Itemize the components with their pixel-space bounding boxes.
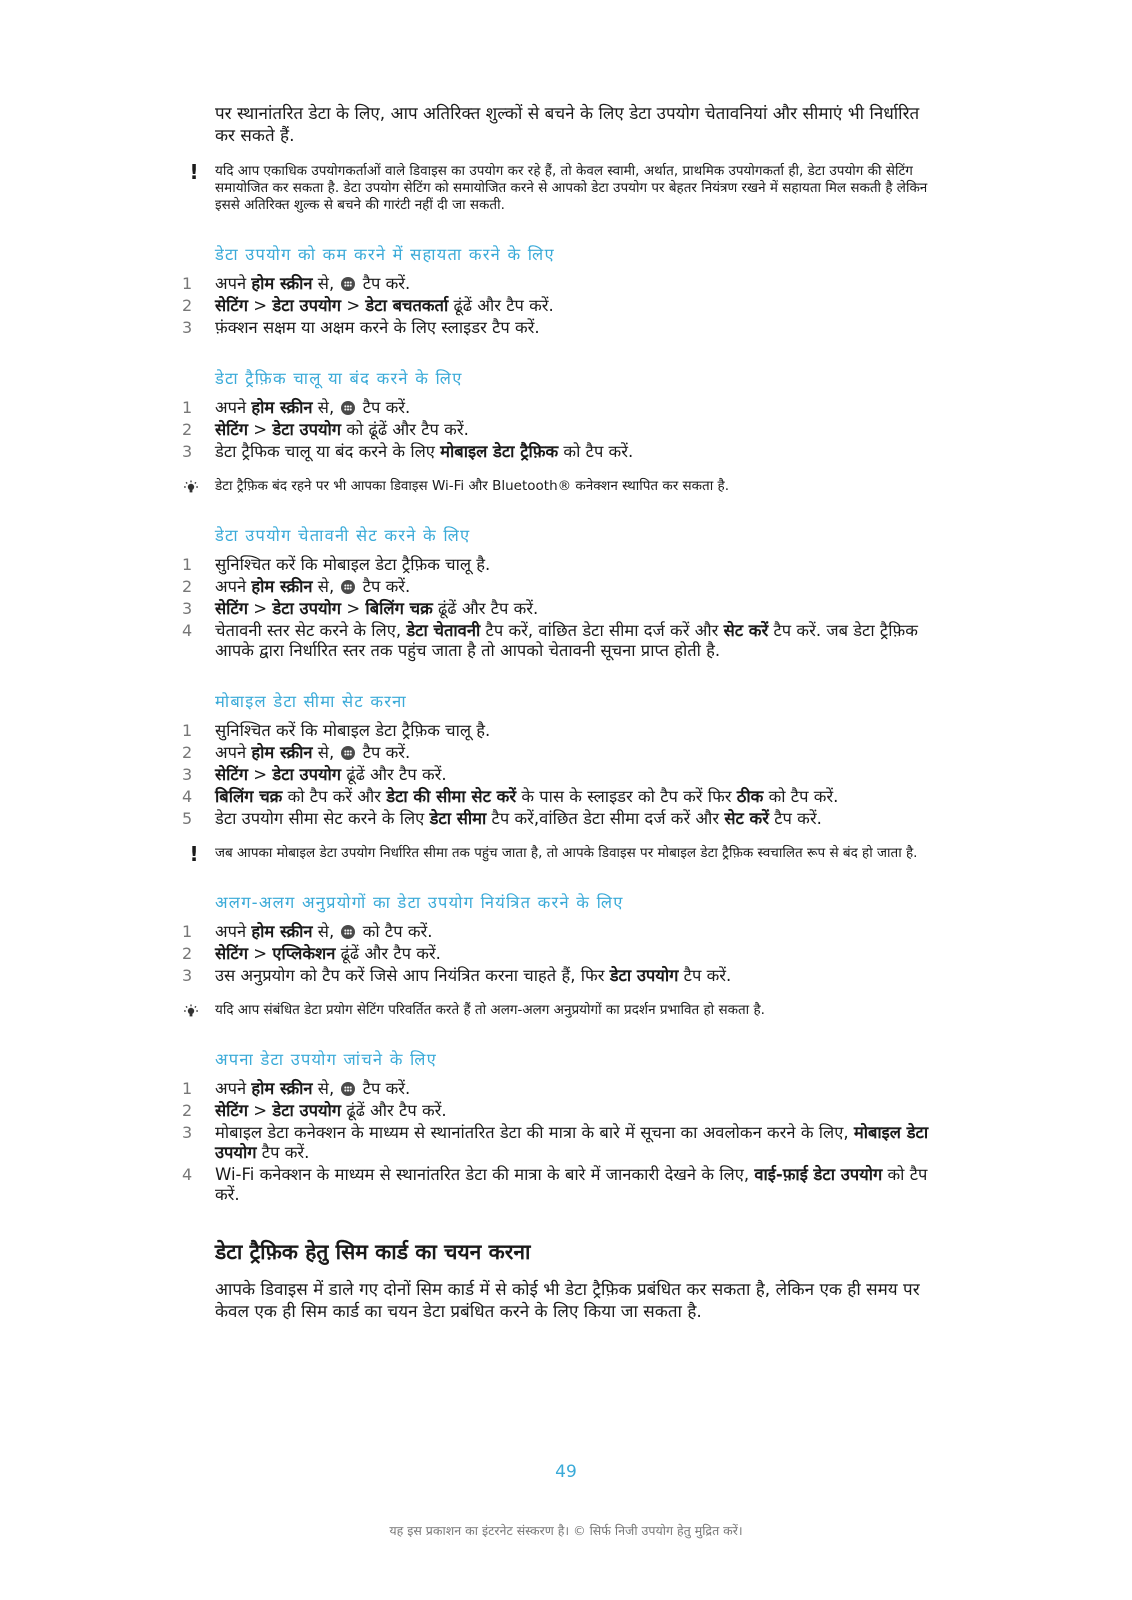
list-item: 2 सेटिंग > डेटा उपयोग को ढूंढें और टैप करें. (182, 420, 469, 439)
section-title-reduce-data: डेटा उपयोग को कम करने में सहायता करने के लिए (215, 245, 555, 264)
tip-text: यदि आप संबंधित डेटा प्रयोग सेटिंग परिवर्तित करते हैं तो अलग-अलग अनुप्रयोगों का प्रदर्शन प्रभावित हो सकता है. (215, 1002, 765, 1018)
list-item: 2 सेटिंग > डेटा उपयोग > डेटा बचतकर्ता ढूंढें और टैप करें. (182, 296, 554, 315)
steps-data-limit (182, 721, 935, 829)
section-heading: डेटा ट्रैफ़िक हेतु सिम कार्ड का चयन करना (215, 1240, 531, 1264)
list-item: 4 चेतावनी स्तर सेट करने के लिए, डेटा चेतावनी टैप करें, वांछित डेटा सीमा दर्ज करें और सेट करें टैप करें. जब डेटा ट्रैफ़िक आपके द्वारा निर्धारित स्तर तक पहुंच जाता है तो आपको चेतावनी सूचना प्राप्त होती है. (182, 621, 918, 660)
note-text: यदि आप एकाधिक उपयोगकर्ताओं वाले डिवाइस का उपयोग कर रहे हैं, तो केवल स्वामी, अर्थात, प्राथमिक उपयोगकर्ता ही, डेटा उपयोग की सेटिंग समायोजित कर सकता है. डेटा उपयोग सेटिंग को समायोजित करने से आपको डेटा उपयोग पर बेहतर नियंत्रण रखने में सहायता मिल सकती है लेकिन इससे अतिरिक्त शुल्क से बचने की गारंटी नहीं दी जा सकती. (215, 163, 928, 213)
section-title-data-limit: मोबाइल डेटा सीमा सेट करना (215, 692, 407, 711)
list-item: 3 फ़ंक्शन सक्षम या अक्षम करने के लिए स्लाइडर टैप करें. (182, 318, 540, 337)
list-item: 1 सुनिश्चित करें कि मोबाइल डेटा ट्रैफ़िक चालू है. (182, 721, 491, 740)
list-item: 3 उस अनुप्रयोग को टैप करें जिसे आप नियंत्रित करना चाहते हैं, फिर डेटा उपयोग टैप करें. (182, 966, 732, 985)
page-number: 49 (555, 1462, 577, 1482)
important-note (189, 842, 935, 866)
steps-reduce-data (182, 274, 935, 338)
list-item: 2 अपने होम स्क्रीन से, टैप करें. (182, 577, 411, 596)
apps-icon (341, 580, 355, 594)
note-text: जब आपका मोबाइल डेटा उपयोग निर्धारित सीमा तक पहुंच जाता है, तो आपके डिवाइस पर मोबाइल डेटा ट्रैफ़िक स्वचालित रूप से बंद हो जाता है. (215, 845, 918, 861)
list-item: 4 बिलिंग चक्र को टैप करें और डेटा की सीमा सेट करें के पास के स्लाइडर को टैप करें फिर ठीक को टैप करें. (182, 787, 839, 806)
apps-icon (341, 1082, 355, 1096)
steps-app-data (182, 922, 935, 986)
steps-data-traffic (182, 398, 935, 462)
page-content (182, 103, 935, 1323)
list-item: 1 अपने होम स्क्रीन से, टैप करें. (182, 1079, 411, 1098)
list-item: 3 सेटिंग > डेटा उपयोग ढूंढें और टैप करें. (182, 765, 447, 784)
apps-icon (341, 401, 355, 415)
lightbulb-icon (183, 480, 199, 496)
intro-paragraph: पर स्थानांतरित डेटा के लिए, आप अतिरिक्त शुल्कों से बचने के लिए डेटा उपयोग चेतावनियां और सीमाएं भी निर्धारित कर सकते हैं. (215, 104, 920, 146)
steps-check-usage (182, 1079, 935, 1205)
closing-paragraph: आपके डिवाइस में डाले गए दोनों सिम कार्ड में से कोई भी डेटा ट्रैफ़िक प्रबंधित कर सकता है, लेकिन एक ही समय पर केवल एक ही सिम कार्ड का चयन डेटा प्रबंधित करने के लिए किया जा सकता है. (215, 1280, 920, 1322)
list-item: 1 अपने होम स्क्रीन से, टैप करें. (182, 274, 411, 293)
tip-text: डेटा ट्रैफ़िक बंद रहने पर भी आपका डिवाइस Wi-Fi और Bluetooth® कनेक्शन स्थापित कर सकता है. (215, 478, 729, 494)
list-item: 3 डेटा ट्रैफिक चालू या बंद करने के लिए मोबाइल डेटा ट्रैफ़िक को टैप करें. (182, 442, 634, 461)
section-title-check-usage: अपना डेटा उपयोग जांचने के लिए (215, 1050, 438, 1069)
tip-note (215, 1002, 935, 1019)
list-item: 3 मोबाइल डेटा कनेक्शन के माध्यम से स्थानांतरित डेटा की मात्रा के बारे में सूचना का अवलोकन करने के लिए, मोबाइल डेटा उपयोग टैप करें. (182, 1123, 929, 1162)
important-note (189, 160, 935, 214)
list-item: 1 अपने होम स्क्रीन से, को टैप करें. (182, 922, 433, 941)
list-item: 2 अपने होम स्क्रीन से, टैप करें. (182, 743, 411, 762)
list-item: 3 सेटिंग > डेटा उपयोग > बिलिंग चक्र ढूंढें और टैप करें. (182, 599, 539, 618)
page-footer: यह इस प्रकाशन का इंटरनेट संस्करण है। © सिर्फ निजी उपयोग हेतु मुद्रित करें। (389, 1523, 743, 1538)
section-title-data-traffic: डेटा ट्रैफ़िक चालू या बंद करने के लिए (215, 369, 463, 388)
list-item: 1 सुनिश्चित करें कि मोबाइल डेटा ट्रैफ़िक चालू है. (182, 555, 491, 574)
tip-note (215, 478, 935, 495)
list-item: 4 Wi-Fi कनेक्शन के माध्यम से स्थानांतरित डेटा की मात्रा के बारे में जानकारी देखने के लिए, वाई-फ़ाई डेटा उपयोग को टैप करें. (182, 1165, 928, 1204)
exclamation-icon: ! (189, 160, 199, 184)
list-item: 2 सेटिंग > डेटा उपयोग ढूंढें और टैप करें. (182, 1101, 447, 1120)
apps-icon (341, 746, 355, 760)
list-item: 1 अपने होम स्क्रीन से, टैप करें. (182, 398, 411, 417)
exclamation-icon: ! (189, 842, 199, 866)
steps-data-warning (182, 555, 935, 661)
section-title-app-data: अलग-अलग अनुप्रयोगों का डेटा उपयोग नियंत्रित करने के लिए (215, 893, 624, 912)
list-item: 5 डेटा उपयोग सीमा सेट करने के लिए डेटा सीमा टैप करें,वांछित डेटा सीमा दर्ज करें और सेट करें टैप करें. (182, 809, 822, 828)
section-title-data-warning: डेटा उपयोग चेतावनी सेट करने के लिए (215, 526, 471, 545)
apps-icon (341, 277, 355, 291)
apps-icon (341, 925, 355, 939)
list-item: 2 सेटिंग > एप्लिकेशन ढूंढें और टैप करें. (182, 944, 441, 963)
lightbulb-icon (183, 1004, 199, 1020)
